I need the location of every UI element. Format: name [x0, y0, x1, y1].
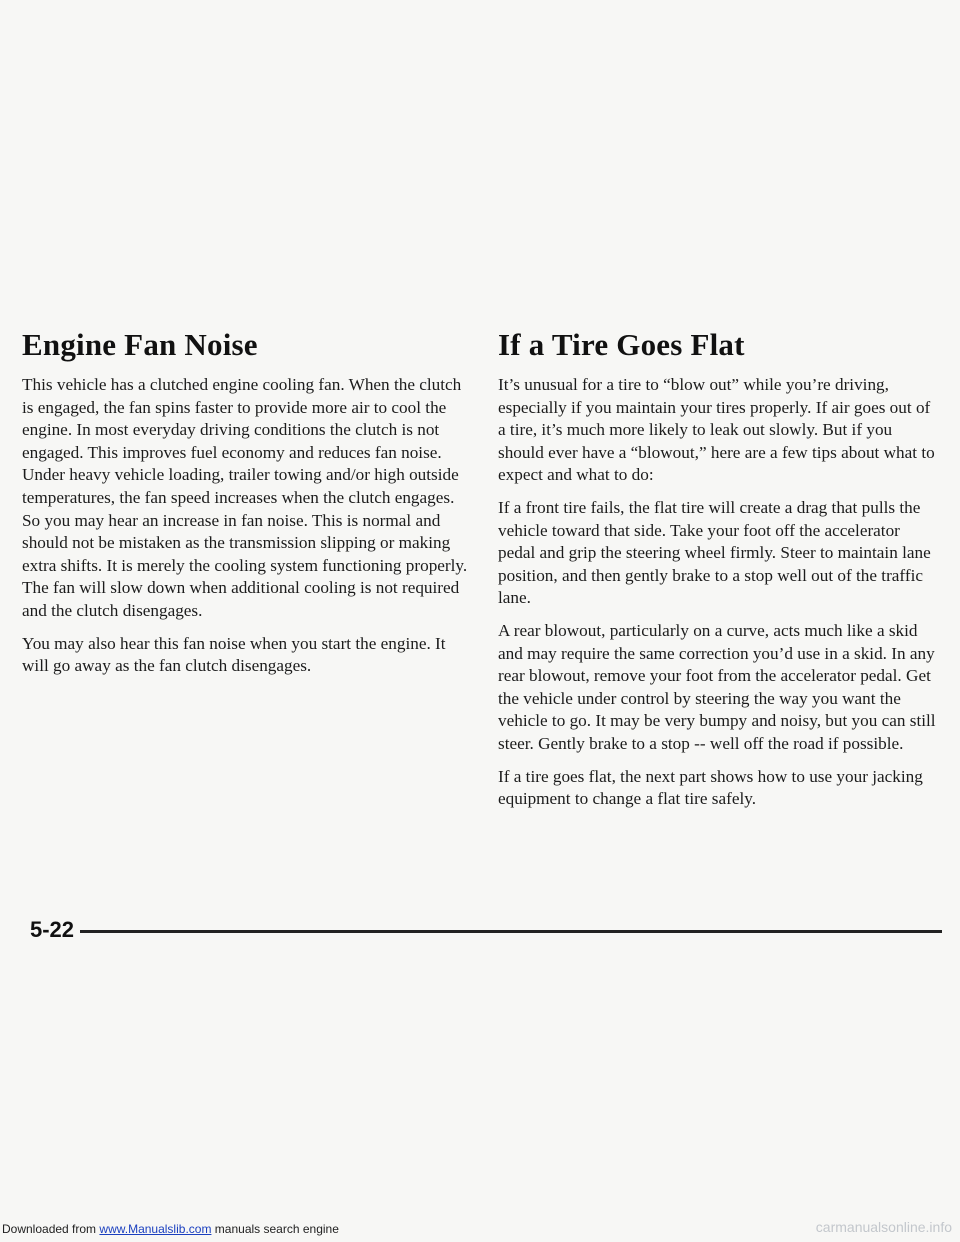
download-prefix: Downloaded from — [2, 1222, 97, 1236]
section-heading-engine-fan-noise: Engine Fan Noise — [22, 327, 258, 362]
paragraph: You may also hear this fan noise when you start the engine. It will go away as the fan clutch disengages. — [22, 633, 446, 676]
watermark: carmanualsonline.info — [815, 1219, 952, 1235]
paragraph: It’s unusual for a tire to “blow out” while you’re driving, especially if you maintain your tires properly. If air goes out of a tire, it’s much more likely to leak out slowly. But if you should ever have a “blowout,” here are a few tips about what to expect and what to do: — [498, 375, 935, 485]
page-number: 5-22 — [30, 917, 75, 942]
paragraph: If a tire goes flat, the next part shows how to use your jacking equipment to change a flat tire safely. — [498, 766, 923, 809]
paragraph: A rear blowout, particularly on a curve, acts much like a skid and may require the same correction you’d use in a skid. In any rear blowout, remove your foot from the accelerator pedal. Get the vehicle under control by steering the way you want the vehicle to go. It may be very bumpy and noisy, but you can still steer. Gently brake to a stop -- well off the road if possible. — [498, 620, 936, 753]
paragraph: This vehicle has a clutched engine cooling fan. When the clutch is engaged, the fan spins faster to provide more air to cool the engine. In most everyday driving conditions the clutch is not engaged. This improves fuel economy and reduces fan noise. Under heavy vehicle loading, trailer towing and/or high outside temperatures, the fan speed increases when the clutch engages. So you may hear an increase in fan noise. This is normal and should not be mistaken as the transmission slipping or making extra shifts. It is merely the cooling system functioning properly. The fan will slow down when additional cooling is not required and the clutch disengages. — [22, 375, 468, 620]
footer-rule — [80, 930, 942, 933]
left-column — [22, 328, 468, 688]
right-column — [498, 328, 940, 821]
download-suffix: manuals search engine — [214, 1222, 339, 1236]
manualslib-link[interactable]: www.Manualslib.com — [99, 1222, 212, 1236]
section-heading-tire-goes-flat: If a Tire Goes Flat — [498, 327, 745, 362]
download-notice — [2, 1222, 339, 1236]
page-footer — [30, 917, 942, 947]
paragraph: If a front tire fails, the flat tire will create a drag that pulls the vehicle toward that side. Take your foot off the accelerator pedal and grip the steering wheel firmly. Steer to maintain lane position, and then gently brake to a stop well out of the traffic lane. — [498, 497, 931, 608]
